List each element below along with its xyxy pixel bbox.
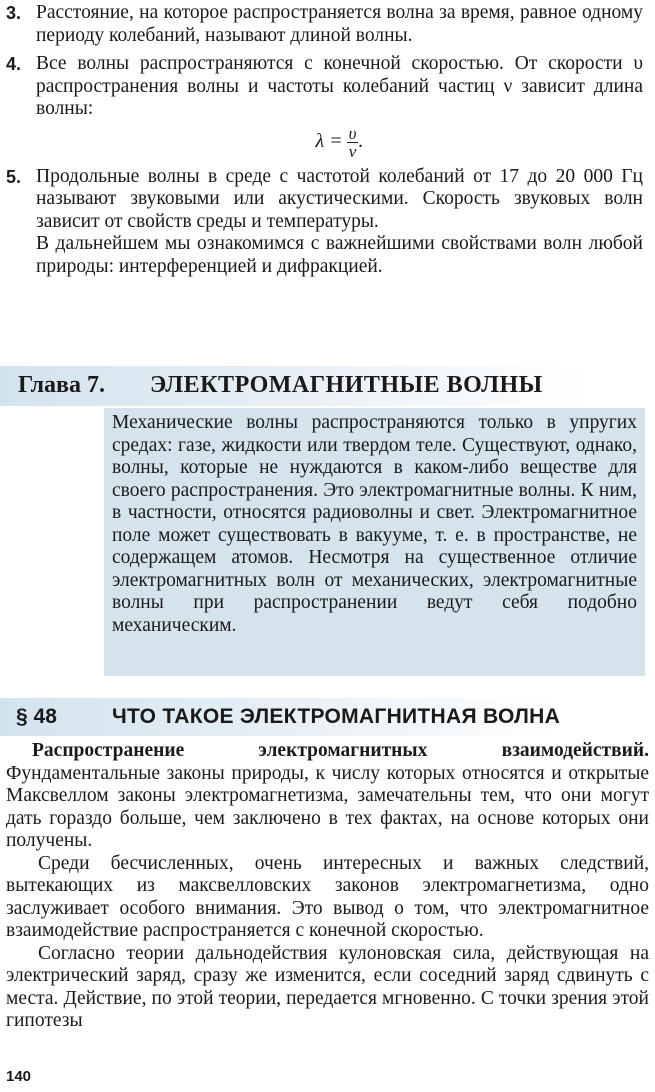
page-number: 140 — [6, 1068, 32, 1085]
item-number: 3. — [6, 3, 22, 23]
formula-tail: . — [358, 129, 364, 152]
runin-heading: Распространение электромагнитных взаимодействий. — [32, 740, 649, 761]
item-text: Расстояние, на которое распространяется волна за время, равное одному периоду колебаний, называют длиной волны. — [36, 2, 643, 46]
list-item-5 — [0, 166, 655, 279]
section-body — [6, 740, 649, 1033]
item-text: Все волны распространяются с конечной скоростью. От скорости υ распространения волны и частоты колебаний частиц ν зависит длина волны: — [36, 53, 643, 119]
formula-numerator: υ — [348, 123, 357, 143]
wavelength-formula — [36, 125, 643, 160]
chapter-title: ЭЛЕКТРОМАГНИТНЫЕ ВОЛНЫ — [150, 372, 543, 398]
chapter-intro-box — [104, 408, 645, 676]
list-item-3 — [0, 2, 655, 47]
formula-denominator: ν — [348, 141, 357, 161]
body-paragraph-3: Согласно теории дальнодействия кулоновская сила, действующая на электрический заряд, сразу же изменится, если соседний заряд сдвинуть с места. Действие, по этой теории, передается мгновенно. С точки зрения этой гипотезы — [6, 942, 649, 1031]
summary-list — [0, 2, 655, 278]
section-title: ЧТО ТАКОЕ ЭЛЕКТРОМАГНИТНАЯ ВОЛНА — [112, 705, 561, 728]
section-heading — [0, 698, 655, 736]
item-number: 5. — [6, 166, 22, 187]
body-paragraph-2: Среди бесчисленных, очень интересных и важных следствий, вытекающих из максвелловских законов электромагнетизма, одно заслуживает особого внимания. Это вывод о том, что электромагнитное взаимодействие распространяется с конечной скоростью. — [6, 852, 649, 941]
section-number: § 48 — [16, 705, 57, 728]
item-number: 4. — [6, 54, 22, 74]
list-item-4 — [0, 53, 655, 160]
chapter-number: Глава 7. — [18, 372, 105, 398]
chapter-intro-text: Механические волны распространяются только в упругих средах: газе, жидкости или твердом теле. Существуют, однако, волны, которые не нуждаются в каком-либо веществе для своего распространения. Это электромагнитные волны. К ним, в частности, относятся радиоволны и свет. Электромагнитное поле может существовать в вакууме, т. е. в пространстве, не содержащем атомов. Несмотря на существенное отличие электромагнитных волн от механических, электромагнитные волны при распространении ведут себя подобно механическим. — [112, 412, 637, 636]
chapter-heading — [0, 366, 655, 406]
formula-lhs: λ = — [315, 129, 343, 152]
item-text-continued: В дальнейшем мы ознакомимся с важнейшими свойствами волн любой природы: интерференцией и дифракцией. — [36, 233, 643, 277]
body-paragraph-1 — [6, 740, 649, 853]
item-text: Продольные волны в среде с частотой колебаний от 17 до 20 000 Гц называют звуковыми или акустическими. Скорость звуковых волн зависит от свойств среды и температуры. — [36, 165, 643, 232]
formula-fraction — [347, 125, 359, 160]
body-paragraph-1-text: Фундаментальные законы природы, к числу которых относятся и открытые Максвеллом законы электромагнетизма, замечательны тем, что они могут дать гораздо больше, чем заключено в тех фактах, на основе которых они получены. — [6, 762, 649, 851]
